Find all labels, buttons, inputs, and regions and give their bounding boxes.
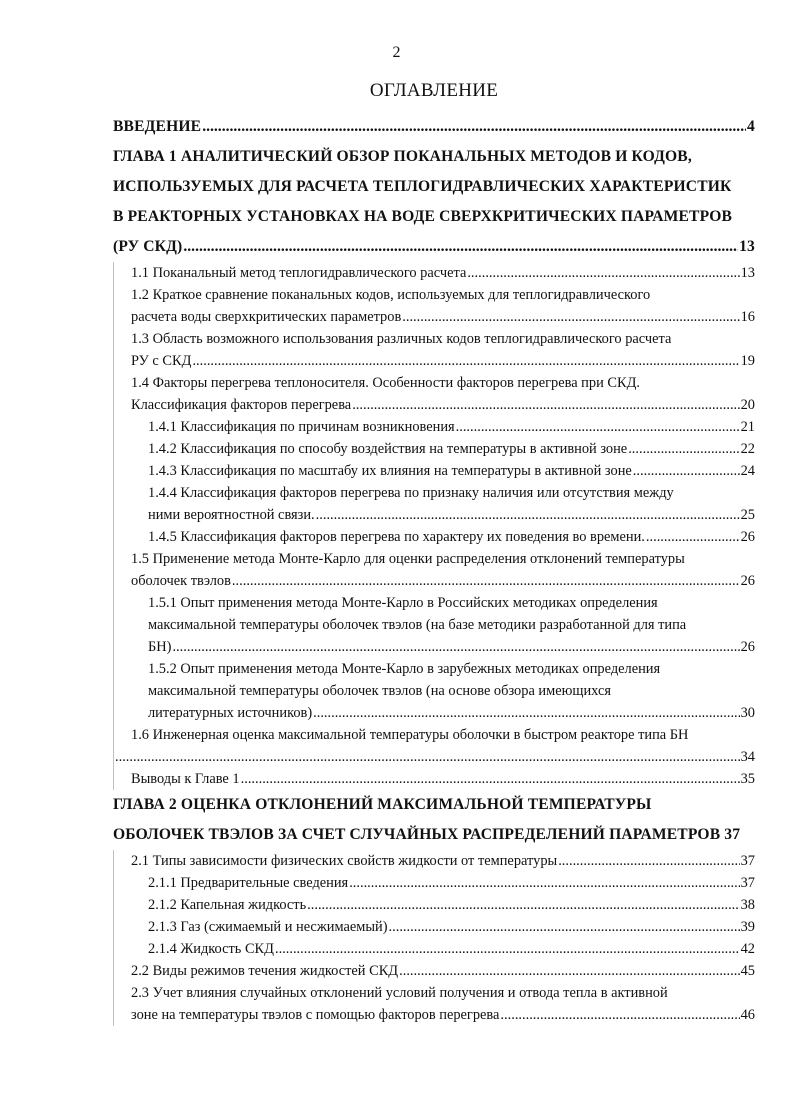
toc-entry-text: РУ с СКД — [131, 353, 192, 369]
toc-entry-text: литературных источников) — [148, 705, 313, 721]
toc-entry-line: 1.4 Факторы перегрева теплоносителя. Особенности факторов перегрева при СКД. — [131, 375, 640, 391]
leader-dots — [202, 112, 746, 142]
toc-entry-text: 2.1 Типы зависимости физических свойств жидкости от температуры — [131, 853, 558, 869]
toc-page-number: 4 — [747, 118, 755, 135]
leader-dots — [183, 232, 738, 262]
toc-page-number: 26 — [740, 573, 755, 589]
leader-dots — [115, 746, 740, 768]
toc-entry-text: ВВЕДЕНИЕ — [113, 118, 202, 135]
toc-page-number: 45 — [740, 963, 755, 979]
toc-title: ОГЛАВЛЕНИЕ — [369, 80, 499, 101]
leader-dots — [352, 394, 739, 416]
toc-entry-1-4[interactable] — [114, 372, 755, 416]
toc-entry-text: Классификация факторов перегрева — [131, 397, 352, 413]
leader-dots — [232, 570, 740, 592]
leader-dots — [646, 526, 740, 548]
leader-dots — [456, 416, 740, 438]
toc-entry-line: 2.3 Учет влияния случайных отклонений условий получения и отвода тепла в активной — [131, 985, 668, 1001]
toc-page-number: 37 — [740, 853, 755, 869]
toc-entry-1-4-1[interactable] — [114, 416, 755, 438]
toc-page-number: 26 — [740, 639, 755, 655]
toc-entry-1-4-5[interactable] — [114, 526, 755, 548]
toc-entry-text: 1.4.1 Классификация по причинам возникновения — [148, 419, 455, 435]
toc-page-number: 39 — [740, 919, 755, 935]
toc-entry-line: 1.5 Применение метода Монте-Карло для оценки распределения отклонений температуры — [131, 551, 685, 567]
leader-dots — [192, 350, 739, 372]
chapter-2-sections — [113, 850, 755, 1026]
toc-entry-intro[interactable] — [113, 112, 755, 142]
toc-entry-text: 1.4.5 Классификация факторов перегрева по характеру их поведения во времени. — [148, 529, 645, 545]
toc-entry-1-3[interactable] — [114, 328, 755, 372]
toc-page-number: 38 — [740, 897, 755, 913]
toc-entry-conclusions-1[interactable] — [114, 768, 755, 790]
toc-entry-text: 2.1.3 Газ (сжимаемый и несжимаемый) — [148, 919, 388, 935]
toc-page-number: 37 — [740, 875, 755, 891]
toc-entry-1-5-1[interactable] — [114, 592, 755, 658]
toc-entry-2-1-1[interactable] — [114, 872, 755, 894]
table-of-contents — [113, 112, 755, 1026]
page-number: 2 — [392, 44, 401, 61]
toc-entry-text: 2.1.2 Капельная жидкость — [148, 897, 307, 913]
toc-entry-2-1-2[interactable] — [114, 894, 755, 916]
leader-dots — [275, 938, 740, 960]
toc-entry-1-6[interactable] — [114, 724, 755, 768]
leader-dots — [467, 262, 739, 284]
toc-entry-line: максимальной температуры оболочек твэлов (на базе методики разработанной для типа — [148, 617, 687, 633]
toc-page-number: 37 — [724, 826, 741, 843]
toc-entry-line: 1.5.2 Опыт применения метода Монте-Карло в зарубежных методиках определения — [148, 661, 661, 677]
toc-page-number: 25 — [740, 507, 755, 523]
toc-entry-line: В РЕАКТОРНЫХ УСТАНОВКАХ НА ВОДЕ СВЕРХКРИТИЧЕСКИХ ПАРАМЕТРОВ — [113, 208, 733, 225]
toc-entry-chapter-1[interactable] — [113, 142, 755, 262]
leader-dots — [172, 636, 739, 658]
toc-entry-text: 2.1.4 Жидкость СКД — [148, 941, 274, 957]
toc-page-number: 24 — [740, 463, 755, 479]
toc-entry-text: 2.2 Виды режимов течения жидкостей СКД — [131, 963, 399, 979]
chapter-1-sections — [113, 262, 755, 790]
toc-page-number: 46 — [740, 1007, 755, 1023]
toc-entry-2-1-4[interactable] — [114, 938, 755, 960]
toc-entry-text: 2.1.1 Предварительные сведения — [148, 875, 349, 891]
leader-dots — [316, 504, 740, 526]
toc-entry-2-1-3[interactable] — [114, 916, 755, 938]
toc-entry-text: Выводы к Главе 1 — [131, 771, 240, 787]
toc-entry-2-1[interactable] — [114, 850, 755, 872]
toc-page-number: 19 — [740, 353, 755, 369]
toc-entry-1-1[interactable] — [114, 262, 755, 284]
toc-entry-text: ними вероятностной связи. — [148, 507, 315, 523]
toc-entry-chapter-2[interactable] — [113, 790, 755, 850]
toc-page-number: 26 — [740, 529, 755, 545]
toc-entry-line: 1.4.4 Классификация факторов перегрева по признаку наличия или отсутствия между — [148, 485, 674, 501]
toc-page-number: 13 — [739, 238, 755, 255]
toc-entry-text: (РУ СКД) — [113, 238, 183, 255]
leader-dots — [307, 894, 739, 916]
leader-dots — [241, 768, 740, 790]
toc-entry-1-4-2[interactable] — [114, 438, 755, 460]
toc-entry-text: оболочек твэлов — [131, 573, 231, 589]
toc-entry-2-3[interactable] — [114, 982, 755, 1026]
leader-dots — [389, 916, 740, 938]
leader-dots — [313, 702, 739, 724]
toc-entry-text: 1.1 Поканальный метод теплогидравлического расчета — [131, 265, 467, 281]
toc-entry-text: расчета воды сверхкритических параметров — [131, 309, 402, 325]
toc-page-number: 34 — [740, 749, 755, 765]
toc-page-number: 13 — [740, 265, 755, 281]
toc-entry-text: зоне на температуры твэлов с помощью факторов перегрева — [131, 1007, 500, 1023]
toc-entry-line: ИСПОЛЬЗУЕМЫХ ДЛЯ РАСЧЕТА ТЕПЛОГИДРАВЛИЧЕСКИХ ХАРАКТЕРИСТИК — [113, 178, 732, 195]
toc-entry-text: 1.4.3 Классификация по масштабу их влияния на температуры в активной зоне — [148, 463, 632, 479]
toc-page-number: 16 — [740, 309, 755, 325]
toc-entry-line: 1.5.1 Опыт применения метода Монте-Карло в Российских методиках определения — [148, 595, 658, 611]
toc-entry-1-5-2[interactable] — [114, 658, 755, 724]
toc-entry-text: 1.4.2 Классификация по способу воздействия на температуры в активной зоне — [148, 441, 628, 457]
toc-entry-text: БН) — [148, 639, 172, 655]
toc-page-number: 35 — [740, 771, 755, 787]
leader-dots — [628, 438, 739, 460]
toc-entry-line: 1.2 Краткое сравнение поканальных кодов, используемых для теплогидравлического — [131, 287, 651, 303]
toc-page-number: 22 — [740, 441, 755, 457]
leader-dots — [500, 1004, 739, 1026]
toc-entry-1-4-4[interactable] — [114, 482, 755, 526]
toc-entry-line: максимальной температуры оболочек твэлов (на основе обзора имеющихся — [148, 683, 611, 699]
toc-page-number: 21 — [740, 419, 755, 435]
leader-dots — [399, 960, 739, 982]
toc-entry-1-5[interactable] — [114, 548, 755, 592]
toc-entry-2-2[interactable] — [114, 960, 755, 982]
leader-dots — [349, 872, 739, 894]
toc-page-number: 30 — [740, 705, 755, 721]
toc-entry-1-2[interactable] — [114, 284, 755, 328]
toc-entry-line: 1.6 Инженерная оценка максимальной температуры оболочки в быстром реакторе типа БН — [131, 727, 689, 743]
toc-entry-1-4-3[interactable] — [114, 460, 755, 482]
toc-entry-text: ОБОЛОЧЕК ТВЭЛОВ ЗА СЧЕТ СЛУЧАЙНЫХ РАСПРЕДЕЛЕНИЙ ПАРАМЕТРОВ — [113, 826, 721, 843]
toc-page-number: 42 — [740, 941, 755, 957]
leader-dots — [402, 306, 739, 328]
toc-entry-line: ГЛАВА 1 АНАЛИТИЧЕСКИЙ ОБЗОР ПОКАНАЛЬНЫХ МЕТОДОВ И КОДОВ, — [113, 148, 692, 165]
leader-dots — [633, 460, 740, 482]
leader-dots — [558, 850, 739, 872]
toc-entry-line: ГЛАВА 2 ОЦЕНКА ОТКЛОНЕНИЙ МАКСИМАЛЬНОЙ ТЕМПЕРАТУРЫ — [113, 796, 652, 813]
toc-page-number: 20 — [740, 397, 755, 413]
toc-entry-line: 1.3 Область возможного использования различных кодов теплогидравлического расчета — [131, 331, 672, 347]
